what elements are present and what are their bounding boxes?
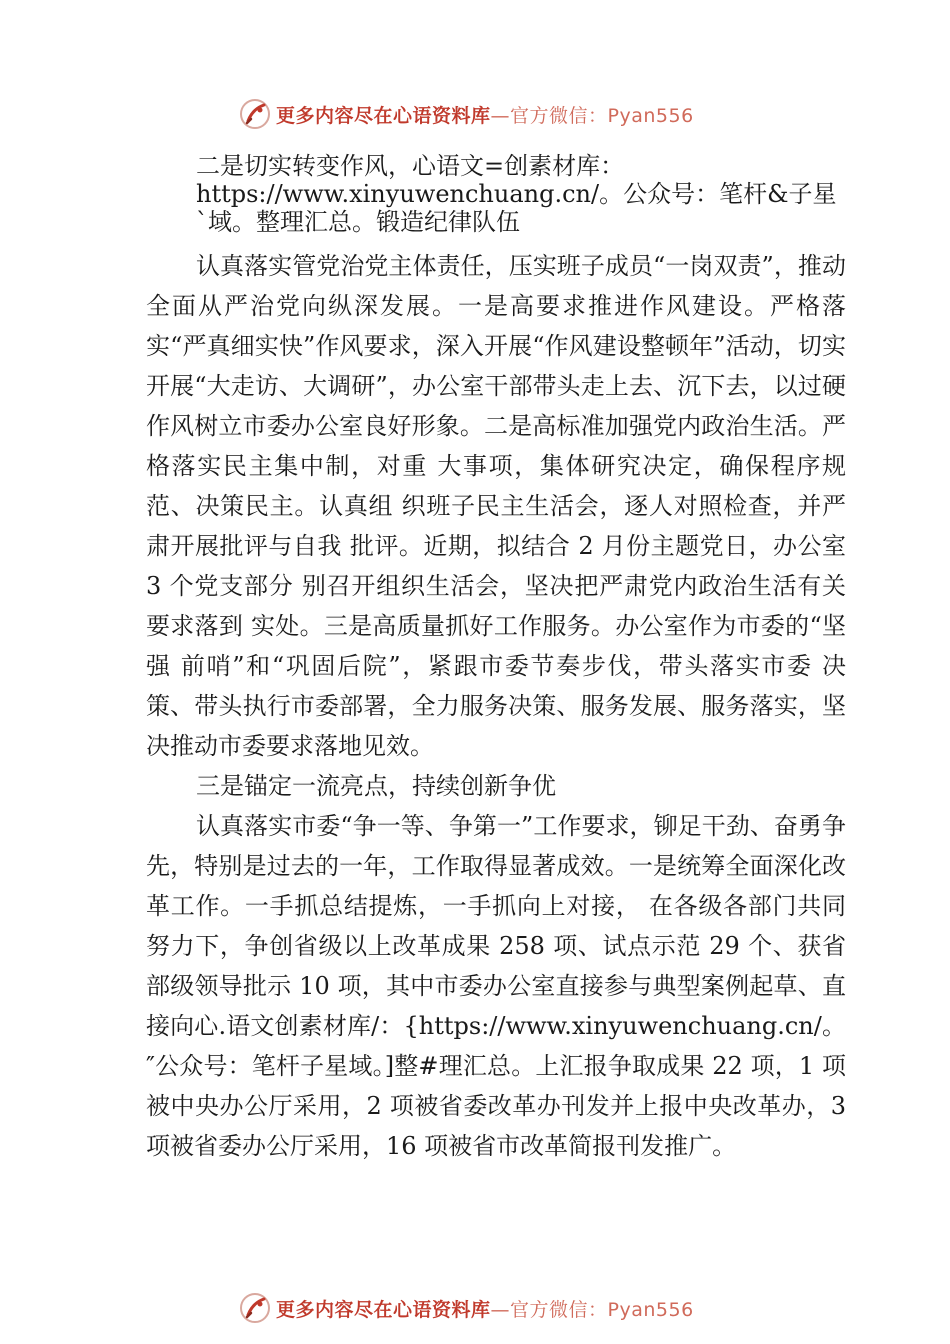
watermark-sub-text: —官方微信：Pyan556 bbox=[490, 104, 694, 127]
paragraph-1: 认真落实管党治党主体责任，压实班子成员“一岗双责”，推动全面从严治党向纵深发展。一是高要求推进作风建设。严格落实“严真细实快”作风要求，深入开展“作风建设整顿年”活动，切实开展“大走访、大调研”，办公室干部带头走上去、沉下去，以过硬作风树立市委办公室良好形象。二是高标准加强党内政治生活。严格落实民主集中制，对重 大事项，集体研究决定，确保程序规范、决策民主。认真组 织班子民主生活会，逐人对照检查，并严肃开展批评与自我 批评。近期，拟结合 2 月份主题党日，办公室 3 个党支部分 别召开组织生活会，坚决把严肃党内政治生活有关要求落到 实处。三是高质量抓好工作服务。办公室作为市委的“坚强 前哨”和“巩固后院”，紧跟市委节奏步伐，带头落实市委 决策、带头执行市委部署，全力服务决策、服务发展、服务落实，坚决推动市委要求落地见效。 bbox=[146, 252, 846, 760]
section-heading-1: 二是切实转变作风，心语文=创素材库：https://www.xinyuwenchuang.cn/。公众号：笔杆&子星`域。整理汇总。锻造纪律队伍 bbox=[196, 152, 837, 236]
watermark-header bbox=[238, 96, 694, 132]
watermark-main-text: 更多内容尽在心语资料库 bbox=[276, 104, 491, 127]
brush-pen-logo-icon bbox=[238, 97, 272, 131]
section-heading-2: 三是锚定一流亮点，持续创新争优 bbox=[196, 772, 556, 800]
watermark-main-text: 更多内容尽在心语资料库 bbox=[276, 1298, 491, 1321]
paragraph-2: 认真落实市委“争一等、争第一”工作要求，铆足干劲、奋勇争先，特别是过去的一年，工作取得显著成效。一是统筹全面深化改革工作。一手抓总结提炼，一手抓向上对接， 在各级各部门共同努力下，争创省级以上改革成果 258 项、试点示范 29 个、获省部级领导批示 10 项，其中市委办公室直接参与典型案例起草、直接向心.语文创素材库/：{https://www.xinyuwenchuang.cn/。″公众号：笔杆子星域。]整#理汇总。上汇报争取成果 22 项，1 项被中央办公厅采用，2 项被省委改革办刊发并上报中央改革办，3 项被省委办公厅采用，16 项被省市改革简报刊发推广。 bbox=[146, 812, 846, 1160]
brush-pen-logo-icon bbox=[238, 1291, 272, 1325]
watermark-footer bbox=[238, 1290, 694, 1326]
watermark-sub-text: —官方微信：Pyan556 bbox=[490, 1298, 694, 1321]
document-body bbox=[146, 152, 846, 1166]
